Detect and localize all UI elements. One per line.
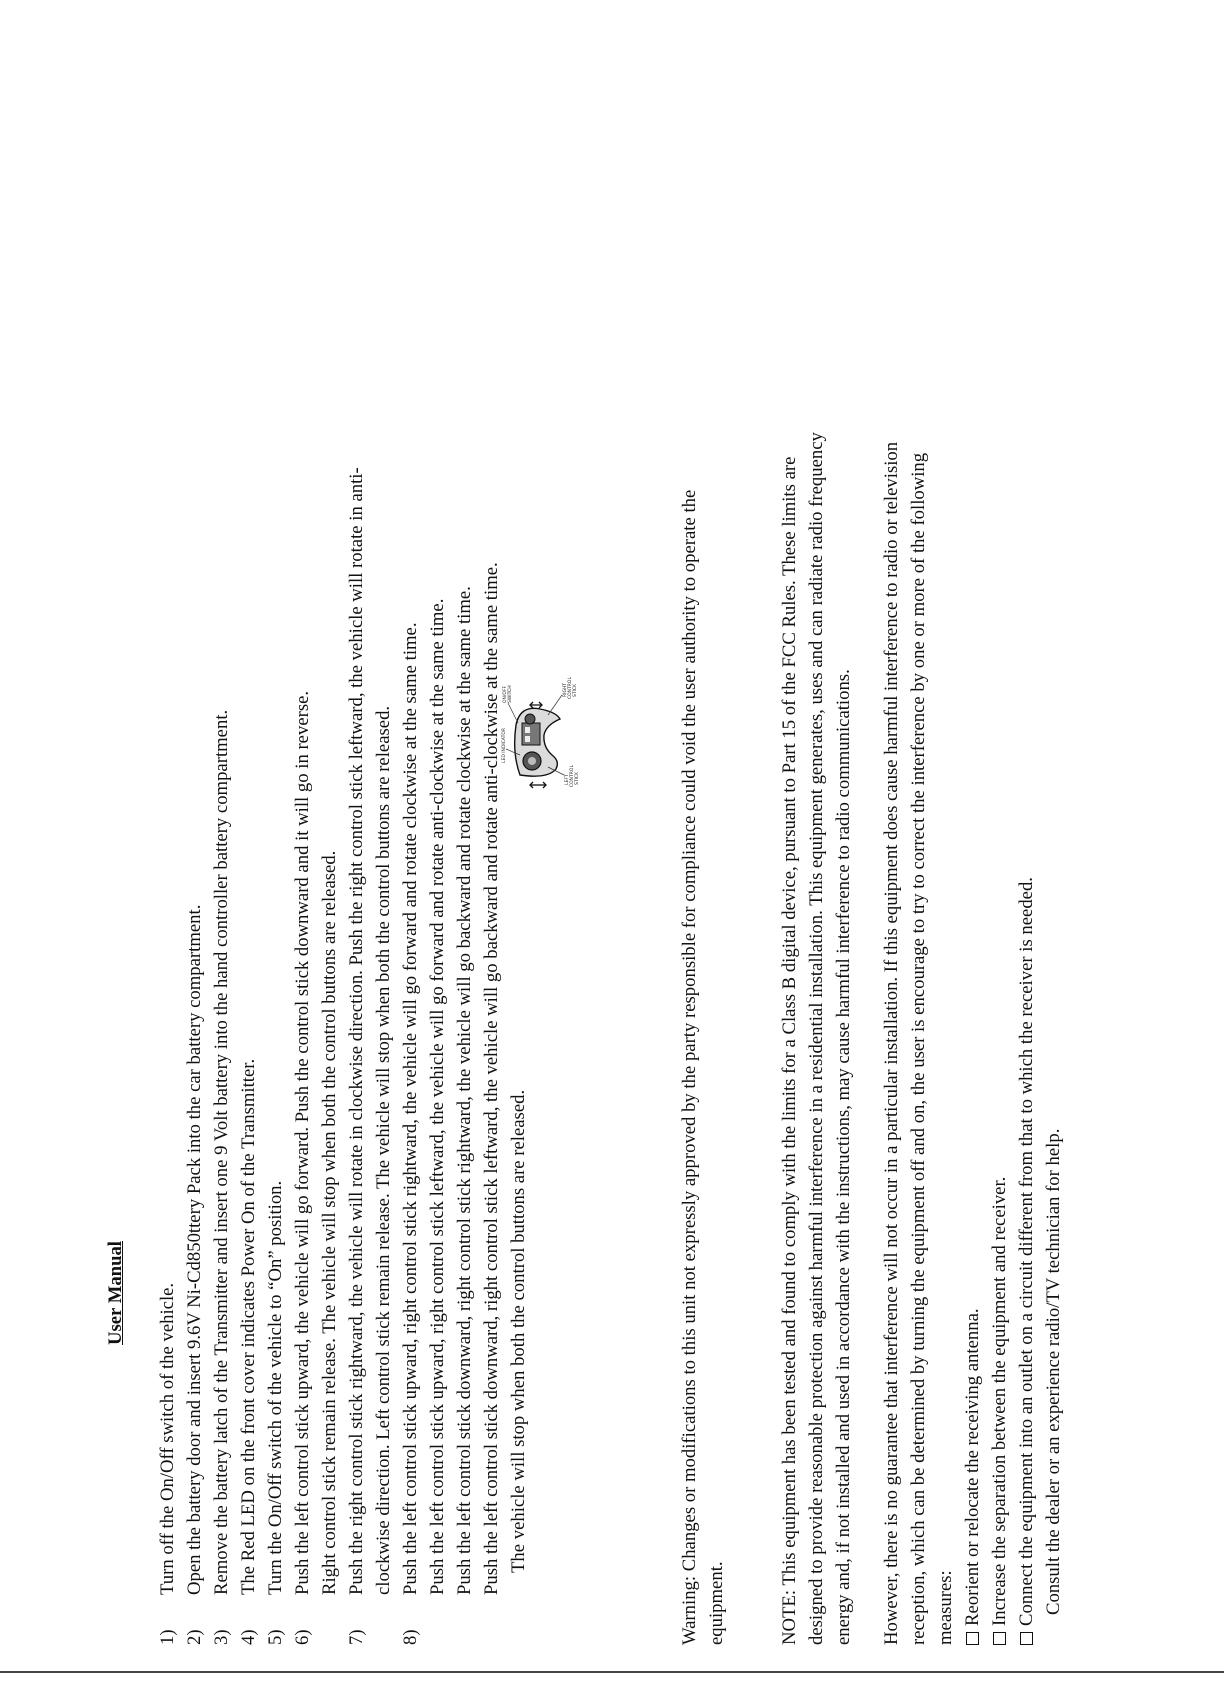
step-line: Push the left control stick downward, right control stick leftward, the vehicle will go backward and rotate anti-clockwise at the same time. — [481, 562, 502, 1595]
measure-text-1: Reorient or relocate the receiving antenna. — [962, 1308, 983, 1626]
label-right-stick-3: STICK — [573, 683, 578, 697]
step-line: Push the left control stick upward, right control stick leftward, the vehicle will go forward and rotate anti-clockwise at the same time. — [427, 598, 448, 1595]
checkbox-icon — [993, 1632, 1006, 1645]
list-item — [1013, 145, 1040, 1645]
list-item — [181, 145, 208, 1645]
step-body — [289, 145, 343, 1595]
step-line: The Red LED on the front cover indicates Power On of the Transmitter. — [238, 1058, 259, 1595]
step-line: Remove the battery latch of the Transmitter and insert one 9 Volt battery into the hand controller battery compartment. — [211, 709, 232, 1595]
step-number: 6) — [292, 1629, 313, 1645]
however-line-1: However, there is no guarantee that interference will not occur in a particular installation. If this equipment does cause harmful interference to radio or television — [881, 441, 902, 1645]
step-line: Push the left control stick upward, the vehicle will go forward. Push the control stick downward and it will go in reverse. — [292, 690, 313, 1595]
step-line: Push the left control stick downward, right control stick rightward, the vehicle will go backward and rotate clockwise at the same time. — [454, 586, 475, 1595]
step-line: Push the right control stick rightward, the vehicle will rotate in clockwise direction. Push the right control stick leftward, the vehicle will rotate in anti- — [346, 467, 367, 1595]
step-body — [343, 145, 397, 1595]
list-item — [154, 145, 181, 1645]
step-body — [181, 145, 208, 1595]
step-number: 8) — [400, 1629, 421, 1645]
step-number: 7) — [346, 1629, 367, 1645]
list-item — [262, 145, 289, 1645]
step-line: Open the battery door and insert 9.6V Ni-Cd850ttery Pack into the car battery compartment. — [184, 904, 205, 1595]
label-led-indicator: LED INDICATOR — [502, 727, 507, 763]
step-body — [397, 145, 532, 1595]
note-line-3: energy and, if not installed and used in accordance with the instructions, may cause harmful interference to radio communications. — [833, 669, 854, 1645]
step-body — [262, 145, 289, 1595]
label-on-off-2: SWITCH — [508, 685, 513, 703]
step-body — [208, 145, 235, 1595]
label-on-off-1: ON/OFF — [503, 685, 508, 703]
list-item — [397, 145, 532, 1645]
step-line: Right control stick remain release. The vehicle will stop when both the control buttons are released. — [319, 850, 340, 1595]
measure-text-2: Increase the separation between the equipment and receiver. — [989, 1176, 1010, 1626]
measure-text-4: Consult the dealer or an experience radio/TV technician for help. — [1043, 1128, 1064, 1615]
list-item — [959, 145, 986, 1645]
list-item — [289, 145, 343, 1645]
step-line: Push the left control stick upward, right control stick rightward, the vehicle will go forward and rotate clockwise at the same time. — [400, 622, 421, 1595]
note-line-1: NOTE: This equipment has been tested and found to comply with the limits for a Class B digital device, pursuant to Part 15 of the FCC Rules. These limits are — [779, 456, 800, 1645]
however-line-3: measures: — [935, 1570, 956, 1645]
note-line-2: designed to provide reasonable protection against harmful interference in a residential installation. This equipment generates, uses and can radiate radio frequency — [806, 432, 827, 1645]
step-body — [154, 145, 181, 1595]
list-item — [986, 145, 1013, 1645]
step-number: 1) — [157, 1629, 178, 1645]
warning-line-2: equipment. — [706, 1561, 727, 1645]
warning-line-1: Warning: Changes or modifications to this unit not expressly approved by the party responsible for compliance could void the user authority to operate the — [679, 489, 700, 1645]
instruction-steps — [154, 145, 532, 1645]
rotated-page — [100, 125, 1100, 1645]
scan-edge-line — [0, 1671, 1224, 1673]
step-body — [235, 145, 262, 1595]
label-right-stick-1: RIGHT — [563, 682, 568, 697]
page-title: User Manual — [105, 1241, 126, 1345]
measures-list — [959, 145, 1040, 1645]
label-left-stick-3: STICK — [575, 771, 580, 785]
step-line: Turn the On/Off switch of the vehicle to “On” position. — [265, 1180, 286, 1595]
label-left-stick-2: CONTROL — [570, 765, 575, 787]
list-item — [208, 145, 235, 1645]
measure-text-3: Connect the equipment into an outlet on a circuit different from that to which the receiver is needed. — [1016, 877, 1037, 1626]
step-number: 4) — [238, 1629, 259, 1645]
step-line: Turn off the On/Off switch of the vehicle. — [157, 1282, 178, 1595]
list-item — [343, 145, 397, 1645]
fcc-note-paragraph — [776, 145, 857, 1645]
step-number: 2) — [184, 1629, 205, 1645]
label-left-stick-1: LEFT — [565, 774, 570, 785]
step-line: The vehicle will stop when both the control buttons are released. — [508, 1089, 529, 1573]
step-number: 3) — [211, 1629, 232, 1645]
list-item — [235, 145, 262, 1645]
warning-paragraph — [676, 489, 730, 1645]
controller-diagram — [500, 650, 600, 815]
checkbox-icon — [1020, 1632, 1033, 1645]
checkbox-icon — [966, 1632, 979, 1645]
label-right-stick-2: CONTROL — [568, 677, 573, 699]
interference-paragraph — [878, 145, 1067, 1645]
step-number: 5) — [265, 1629, 286, 1645]
however-line-2: reception, which can be determined by turning the equipment off and on, the user is encourage to try to correct the interference by one or more of the following — [908, 452, 929, 1645]
step-line: clockwise direction. Left control stick remain release. The vehicle will stop when both the control buttons are released. — [373, 705, 394, 1595]
